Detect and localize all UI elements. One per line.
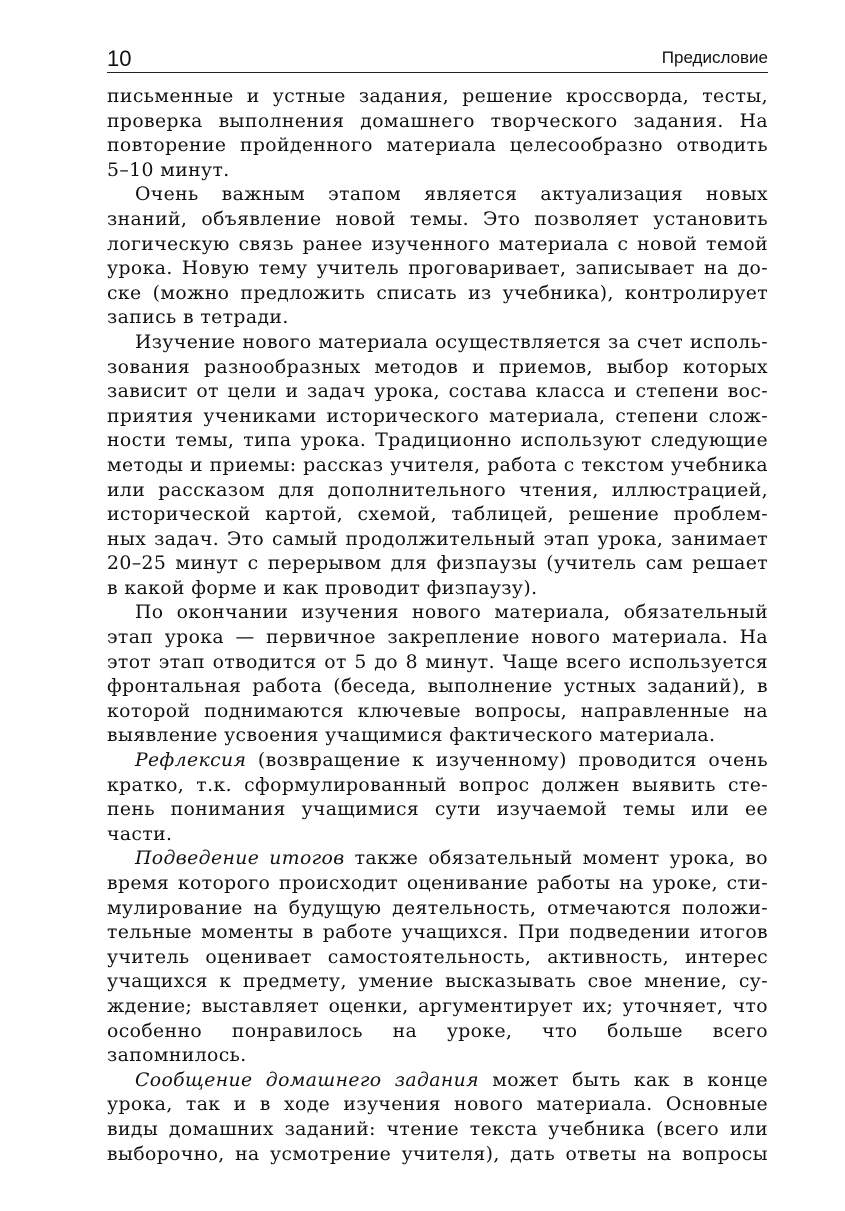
text-line: в какой форме и как проводит физпаузу). <box>107 577 538 599</box>
text-line: урока. Новую тему учитель проговаривает, записывает на до- <box>107 258 768 280</box>
text-line: приятия учениками исторического материала, степени слож- <box>107 405 768 427</box>
text-line: пень понимания учащимися сути изучаемой темы или ее части. <box>107 799 768 845</box>
text-line: По окончании изучения нового материала, обязательный <box>135 602 768 624</box>
text-line: или рассказом для дополнительного чтения, иллюстрацией, <box>107 479 768 501</box>
text-line: урока, так и в ходе изучения нового материала. Основные <box>107 1094 768 1116</box>
text-line: ске (можно предложить списать из учебника), контролирует <box>107 282 768 304</box>
text-line: ждение; выставляет оценки, аргументирует их; уточняет, что <box>107 995 768 1017</box>
text-line: виды домашних заданий: чтение текста учебника (всего или <box>107 1118 768 1140</box>
running-title: Предисловие <box>661 48 768 67</box>
text-line: выявление усвоения учащимися фактического материала. <box>107 725 716 747</box>
text-line: этот этап отводится от 5 до 8 минут. Чаще всего используется <box>107 651 768 673</box>
italic-term: Сообщение домашнего задания <box>135 1069 479 1091</box>
italic-term: Подведение итогов <box>135 848 345 870</box>
text-line: Сообщение домашнего задания может быть как в конце <box>135 1069 768 1091</box>
text-line: зависит от цели и задач урока, состава класса и степени вос- <box>107 381 768 403</box>
text-line: тельные моменты в работе учащихся. При подведении итогов <box>107 922 768 944</box>
text-line: Рефлексия (возвращение к изученному) проводится очень <box>135 750 768 772</box>
text-line: повторение пройденного материала целесообразно отводить <box>107 135 768 157</box>
text-line: этап урока — первичное закрепление нового материала. На <box>107 627 768 649</box>
text-line: время которого происходит оценивание работы на уроке, сти- <box>107 873 768 894</box>
text-line: Подведение итогов также обязательный момент урока, во <box>135 848 769 870</box>
text-line: мулирование на будущую деятельность, отмечаются положи- <box>107 897 768 919</box>
body-text <box>107 85 768 1167</box>
text-line: кратко, т.к. сформулированный вопрос должен выявить сте- <box>107 774 768 796</box>
page-header <box>107 44 768 73</box>
text-line: особенно понравилось на уроке, что больше всего запомнилось. <box>107 1020 768 1067</box>
text-line: выборочно, на усмотрение учителя), дать ответы на вопросы <box>107 1143 768 1165</box>
text-line: фронтальная работа (беседа, выполнение устных заданий), в <box>107 676 768 698</box>
text-line: зования разнообразных методов и приемов, выбор которых <box>107 356 768 378</box>
text-line: исторической картой, схемой, таблицей, решение проблем- <box>107 504 768 526</box>
text-line: 5–10 минут. <box>107 159 230 181</box>
text-line: Очень важным этапом является актуализация новых <box>135 184 768 206</box>
text-line: которой поднимаются ключевые вопросы, направленные на <box>107 700 768 722</box>
text-line: письменные и устные задания, решение кроссворда, тесты, <box>107 86 768 107</box>
page-number: 10 <box>107 46 132 71</box>
text-line: учитель оценивает самостоятельность, активность, интерес <box>107 946 768 968</box>
italic-term: Рефлексия <box>135 750 247 772</box>
text-line: запись в тетради. <box>107 307 289 329</box>
text-line: ных задач. Это самый продолжительный этап урока, занимает <box>107 528 768 550</box>
text-line: методы и приемы: рассказ учителя, работа с текстом учебника <box>107 454 768 476</box>
text-line: ности темы, типа урока. Традиционно используют следующие <box>107 430 768 452</box>
text-line: Изучение нового материала осуществляется за счет исполь- <box>135 331 768 353</box>
text-line: учащихся к предмету, умение высказывать свое мнение, су- <box>107 971 768 993</box>
text-line: логическую связь ранее изученного материала с новой темой <box>107 233 768 255</box>
text-line: проверка выполнения домашнего творческого задания. На <box>107 110 768 132</box>
text-line: 20–25 минут с перерывом для физпаузы (учитель сам решает <box>107 553 768 575</box>
text-line: знаний, объявление новой темы. Это позволяет установить <box>107 208 768 230</box>
